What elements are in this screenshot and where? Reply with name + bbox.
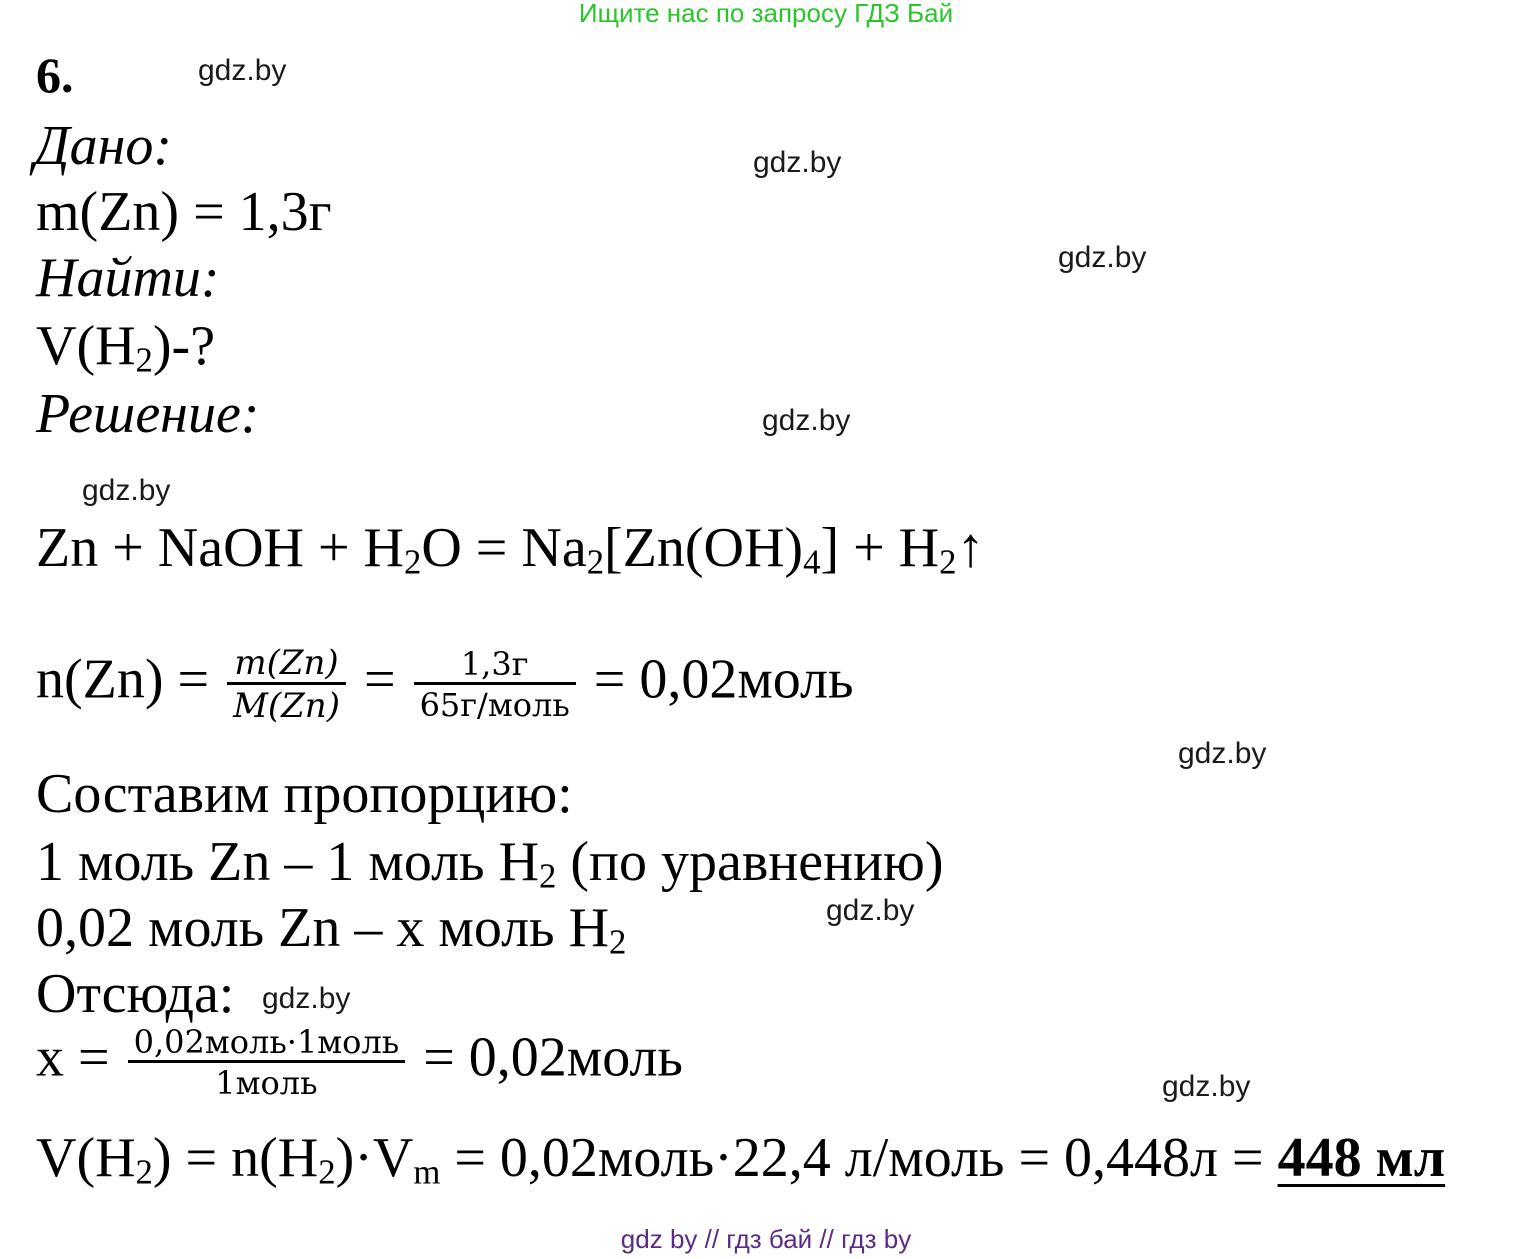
proportion-heading: Составим пропорцию:	[36, 763, 573, 825]
mass-ratio-fraction: $\frac{m(Zn)}{M(Zn)}$	[227, 646, 346, 723]
mass-value-fraction: $\frac{1,3г}{\text{65г/моль}}$	[414, 648, 576, 721]
footer-links: gdz by // гдз бай // гдз by	[620, 1224, 912, 1254]
x-calculation: x = $\frac{\text{0,02моль·1моль}}{\text{1моль}}$ = 0,02моль	[36, 1023, 683, 1102]
watermark: gdz.by	[762, 404, 851, 437]
watermark: gdz.by	[82, 474, 171, 507]
watermark: gdz.by	[753, 146, 842, 179]
final-answer: 448 мл	[1277, 1127, 1446, 1189]
watermark: gdz.by	[1058, 241, 1147, 274]
find-volume: $V(H_2)-$?	[36, 315, 216, 380]
watermark: gdz.by	[826, 894, 915, 927]
volume-calculation: $V(H_2) = n(H_2)\cdot V_m$ = 0,02моль·22,4 л/моль = 0,448л = 448 мл	[36, 1127, 1446, 1192]
find-heading: Найти:	[36, 247, 220, 309]
given-mass: m(Zn) = 1,3г	[36, 181, 332, 243]
given-heading: Дано:	[34, 115, 173, 177]
reaction-equation: Zn + NaOH + $H_2O = Na_2[Zn(OH)_4]$ + $H_2↑$	[36, 517, 985, 582]
moles-calculation: n(Zn) = $\frac{m(Zn)}{M(Zn)}$ = $\frac{1,3г}{\text{65г/моль}}$ = 0,02моль	[36, 643, 854, 726]
watermark: gdz.by	[198, 54, 287, 87]
task-number: 6.	[36, 47, 74, 103]
x-fraction: $\frac{\text{0,02моль·1моль}}{\text{1моль}}$	[128, 1026, 406, 1099]
top-banner: Ищите нас по запросу ГДЗ Бай	[578, 0, 954, 28]
watermark: gdz.by	[1178, 737, 1267, 770]
watermark: gdz.by	[1162, 1070, 1251, 1103]
watermark: gdz.by	[262, 982, 351, 1015]
solution-heading: Решение:	[36, 383, 260, 445]
proportion-line-1: 1 моль Zn – 1 моль $H_2$ (по уравнению)	[36, 831, 944, 896]
hence-label: Отсюда:	[36, 963, 235, 1025]
proportion-line-2: 0,02 моль Zn – x моль $H_2$	[36, 897, 627, 962]
